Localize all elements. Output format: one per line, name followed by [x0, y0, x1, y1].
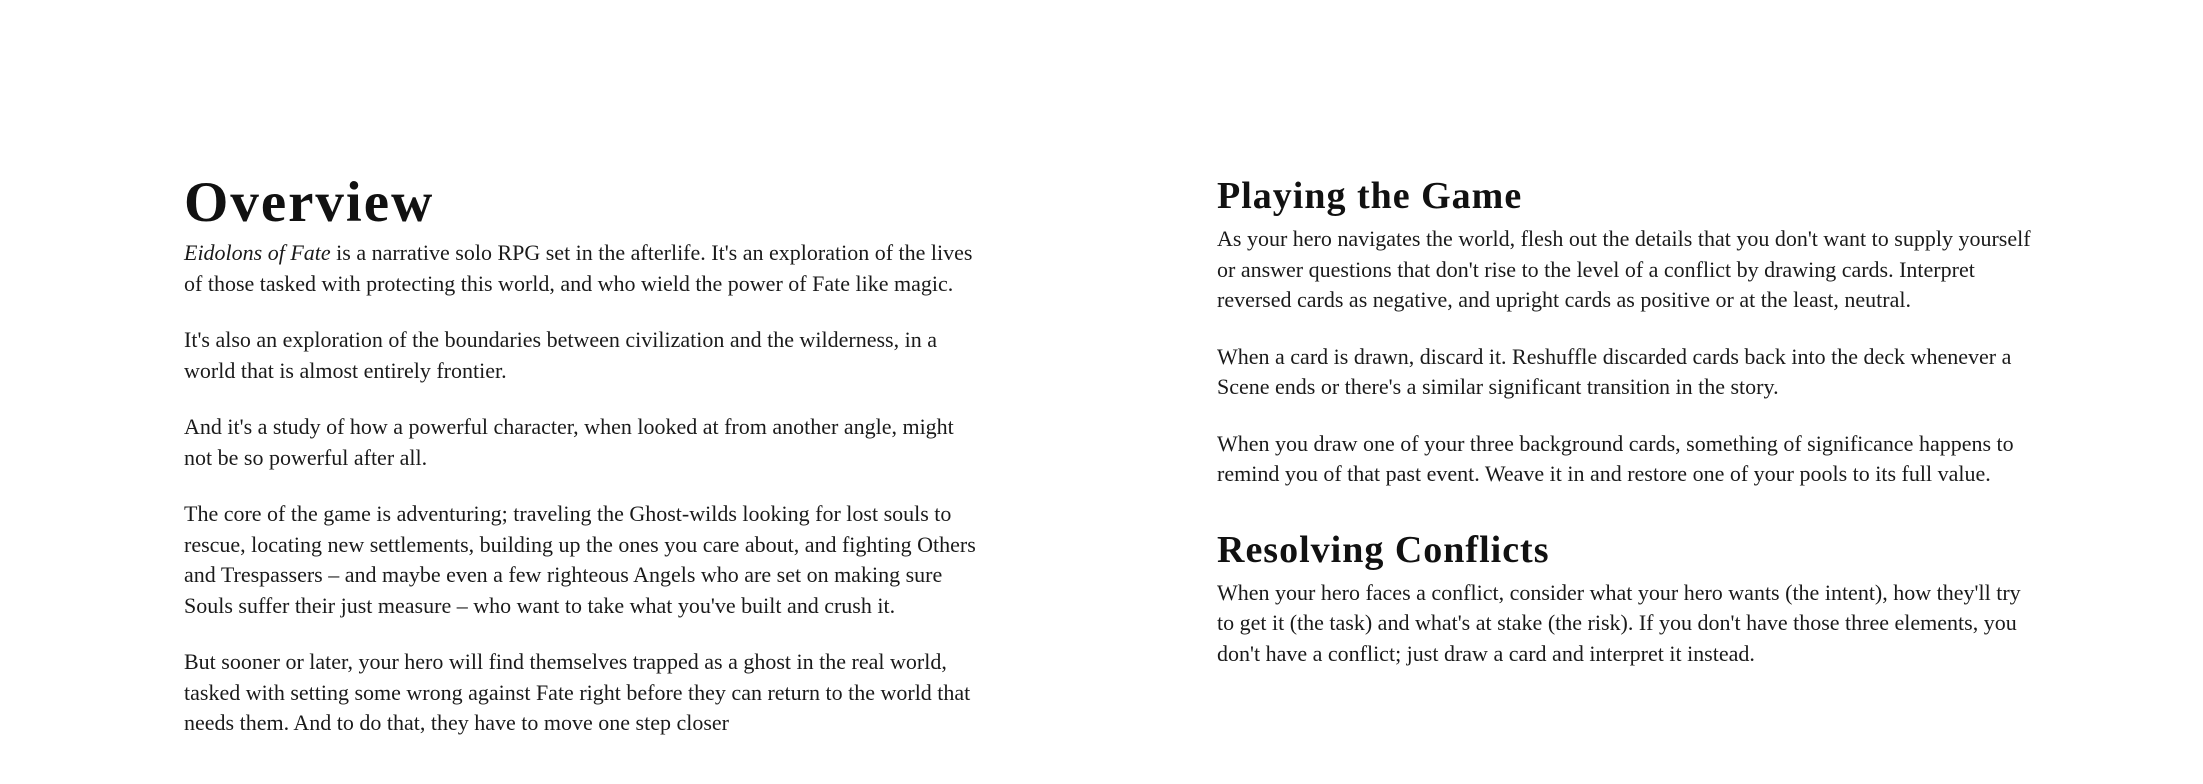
intro-paragraph: [184, 238, 984, 299]
paragraph: But sooner or later, your hero will find themselves trapped as a ghost in the real world, tasked with setting some wrong against Fate right before they can return to the world that needs them. And to do that, they have to move one step closer: [184, 649, 971, 735]
playing-the-game-heading: Playing the Game: [1217, 175, 1523, 217]
paragraph: When your hero faces a conflict, consider what your hero wants (the intent), how they'll try to get it (the task) and what's at stake (the risk). If you don't have those three elements, you don't have a conflict; just draw a card and interpret it instead.: [1217, 579, 2021, 666]
paragraph: The core of the game is adventuring; traveling the Ghost-wilds looking for lost souls to rescue, locating new settlements, building up the ones you care about, and fighting Others and Trespassers – and maybe even a few righteous Angels who are set on making sure Souls suffer their just measure – who want to take what you've built and crush it.: [184, 501, 976, 618]
intro-text: is a narrative solo RPG set in the afterlife. It's an exploration of the lives of those tasked with protecting this world, and who wield the power of Fate like magic.: [184, 240, 973, 296]
resolving-conflicts-heading: Resolving Conflicts: [1217, 528, 1550, 571]
overview-heading: Overview: [184, 171, 435, 234]
game-title: Eidolons of Fate: [184, 240, 331, 265]
left-column: [184, 172, 984, 765]
paragraph: And it's a study of how a powerful character, when looked at from another angle, might not be so powerful after all.: [184, 414, 954, 470]
paragraph: It's also an exploration of the boundaries between civilization and the wilderness, in a world that is almost entirely frontier.: [184, 327, 937, 383]
paragraph: When you draw one of your three background cards, something of significance happens to remind you of that past event. Weave it in and restore one of your pools to its full value.: [1217, 430, 2014, 486]
paragraph: As your hero navigates the world, flesh out the details that you don't want to supply yourself or answer questions that don't rise to the level of a conflict by drawing cards. Interpret reversed cards as negative, and upright cards as positive or at the least, neutral.: [1217, 226, 2031, 312]
paragraph: When a card is drawn, discard it. Reshuffle discarded cards back into the deck whenever a Scene ends or there's a similar significant transition in the story.: [1217, 343, 2012, 399]
right-column: [1217, 172, 2037, 695]
